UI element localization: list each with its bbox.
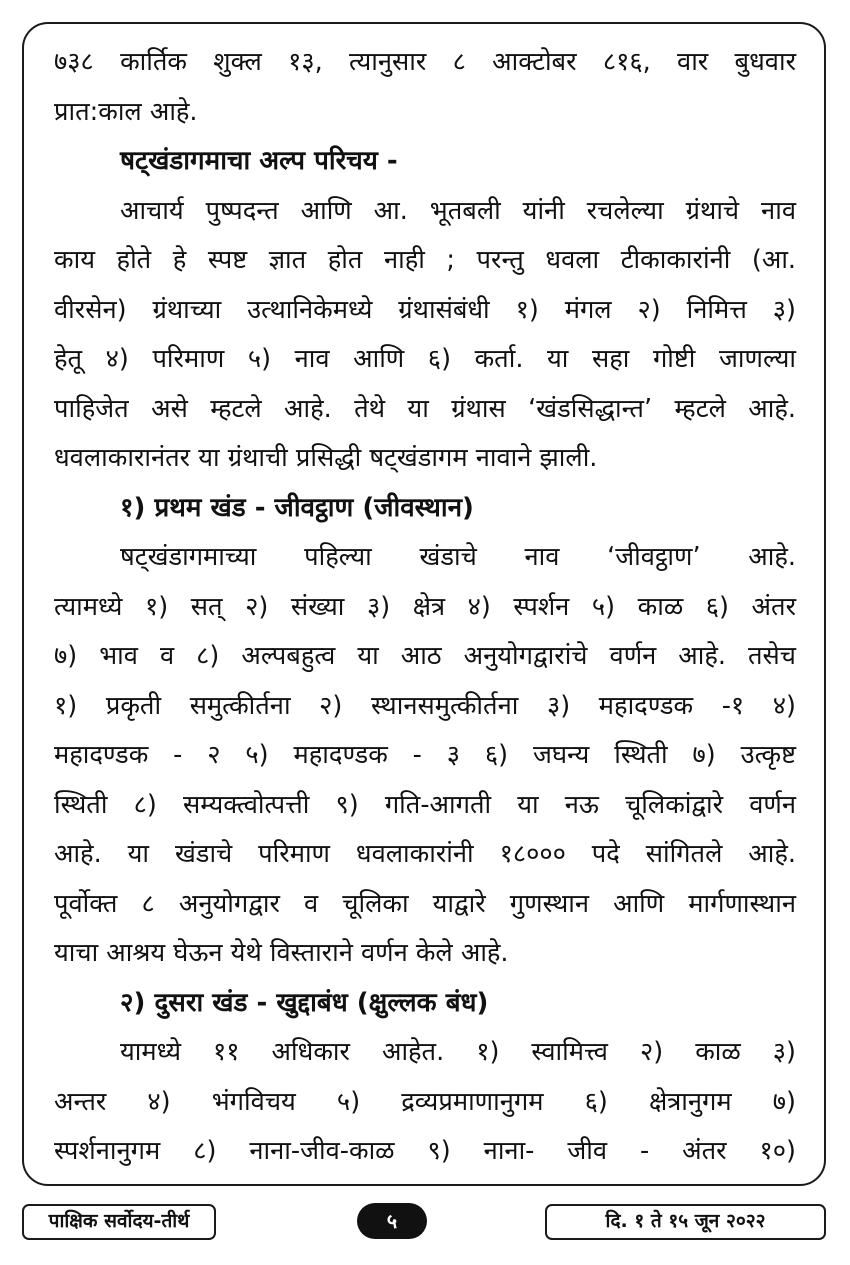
text-line: आचार्य पुष्पदन्त आणि आ. भूतबली यांनी रचलेल्या ग्रंथाचे नाव bbox=[120, 195, 796, 226]
text-line: आहे. या खंडाचे परिमाण धवलाकारांनी १८००० पदे सांगितले आहे. bbox=[54, 839, 796, 869]
publication-name: पाक्षिक सर्वोदय-तीर्थ bbox=[22, 1204, 216, 1240]
text-line: प्रात:काल आहे. bbox=[54, 96, 198, 127]
text-line: षट्खंडागमाच्या पहिल्या खंडाचे नाव ‘जीवट्ठाण’ आहे. bbox=[120, 542, 796, 572]
text-line: ७) भाव व ८) अल्पबहुत्व या आठ अनुयोगद्वारांचे वर्णन आहे. तसेच bbox=[54, 641, 796, 671]
text-line: याचा आश्रय घेऊन येथे विस्ताराने वर्णन केले आहे. bbox=[54, 938, 509, 968]
text-line: त्यामध्ये १) सत् २) संख्या ३) क्षेत्र ४) स्पर्शन ५) काळ ६) अंतर bbox=[54, 591, 796, 622]
text-line: वीरसेन) ग्रंथाच्या उत्थानिकेमध्ये ग्रंथासंबंधी १) मंगल २) निमित्त ३) bbox=[54, 294, 796, 325]
section-heading-2: २) दुसरा खंड - खुद्दाबंध (क्षुल्लक बंध) bbox=[120, 987, 489, 1018]
text-line: पाहिजेत असे म्हटले आहे. तेथे या ग्रंथास ‘खंडसिद्धान्त’ म्हटले आहे. bbox=[54, 393, 796, 424]
section-heading-intro: षट्खंडागमाचा अल्प परिचय - bbox=[120, 146, 398, 176]
section-heading-1: १) प्रथम खंड - जीवट्ठाण (जीवस्थान) bbox=[120, 492, 474, 523]
text-line: हेतू ४) परिमाण ५) नाव आणि ६) कर्ता. या सहा गोष्टी जाणल्या bbox=[54, 344, 796, 374]
page-number-badge: ५ bbox=[357, 1203, 427, 1239]
text-line: यामध्ये ११ अधिकार आहेत. १) स्वामित्त्व २) काळ ३) bbox=[120, 1037, 796, 1067]
text-line: ७३८ कार्तिक शुक्ल १३, त्यानुसार ८ आक्टोबर ८१६, वार बुधवार bbox=[54, 47, 796, 77]
text-line: स्थिती ८) सम्यक्त्वोत्पत्ती ९) गति-आगती या नऊ चूलिकांद्वारे वर्णन bbox=[54, 789, 796, 820]
article-body bbox=[54, 38, 796, 1177]
text-line: काय होते हे स्पष्ट ज्ञात होत नाही ; परन्तु धवला टीकाकारांनी (आ. bbox=[54, 245, 796, 275]
text-line: धवलाकारानंतर या ग्रंथाची प्रसिद्धी षट्खंडागम नावाने झाली. bbox=[54, 443, 598, 473]
text-line: स्पर्शनानुगम ८) नाना-जीव-काळ ९) नाना- जीव - अंतर १०) bbox=[54, 1136, 796, 1166]
text-line: अन्तर ४) भंगविचय ५) द्रव्यप्रमाणानुगम ६) क्षेत्रानुगम ७) bbox=[54, 1086, 796, 1117]
text-line: पूर्वोक्त ८ अनुयोगद्वार व चूलिका याद्वारे गुणस्थान आणि मार्गणास्थान bbox=[54, 888, 796, 919]
issue-date: दि. १ ते १५ जून २०२२ bbox=[545, 1204, 826, 1240]
text-line: महादण्डक - २ ५) महादण्डक - ३ ६) जघन्य स्थिती ७) उत्कृष्ट bbox=[54, 740, 796, 770]
text-line: १) प्रकृती समुत्कीर्तना २) स्थानसमुत्कीर्तना ३) महादण्डक -१ ४) bbox=[54, 690, 796, 721]
